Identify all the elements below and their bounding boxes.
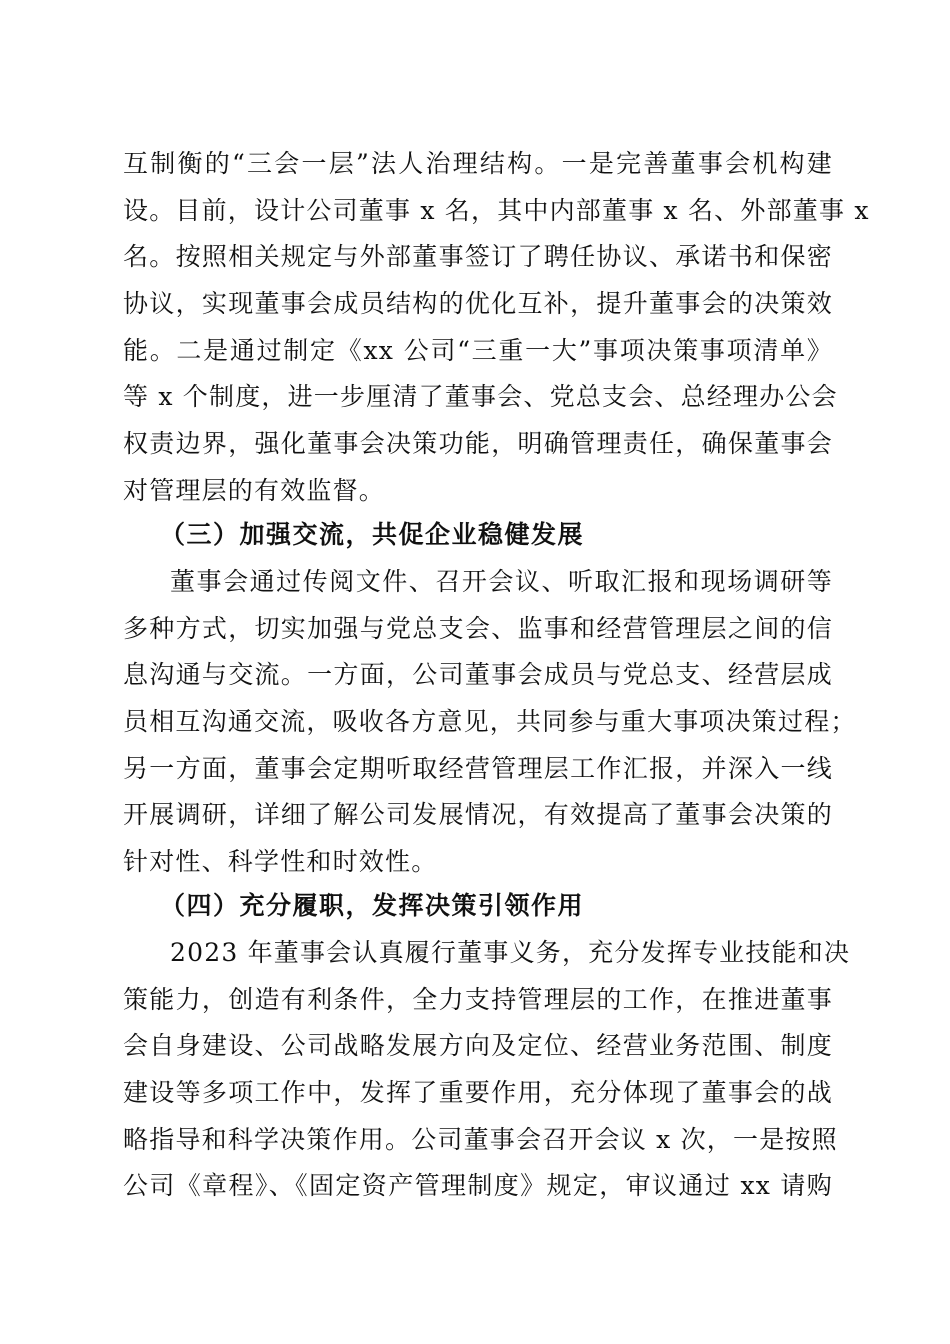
- body-text-line: 另一方面，董事会定期听取经营管理层工作汇报，并深入一线: [123, 754, 833, 783]
- body-text-line: 公司《章程》、《固定资产管理制度》规定，审议通过 xx 请购: [123, 1171, 833, 1200]
- body-text-line: 协议，实现董事会成员结构的优化互补，提升董事会的决策效: [123, 289, 833, 318]
- section-heading-4: （四）充分履职，发挥决策引领作用: [160, 891, 585, 920]
- body-text-line: 能。二是通过制定《xx 公司“三重一大”事项决策事项清单》: [123, 336, 833, 365]
- body-text-line: 策能力，创造有利条件，全力支持管理层的工作，在推进董事: [123, 985, 833, 1014]
- body-text-line: 建设等多项工作中，发挥了重要作用，充分体现了董事会的战: [123, 1078, 833, 1107]
- body-text-line: 息沟通与交流。一方面，公司董事会成员与党总支、经营层成: [123, 660, 833, 689]
- section-heading-3: （三）加强交流，共促企业稳健发展: [160, 520, 585, 549]
- body-text-line: 名。按照相关规定与外部董事签订了聘任协议、承诺书和保密: [123, 242, 833, 271]
- body-text-line: 略指导和科学决策作用。公司董事会召开会议 x 次，一是按照: [123, 1125, 838, 1154]
- body-text-line: 对管理层的有效监督。: [123, 476, 386, 505]
- body-text-line: 互制衡的“三会一层”法人治理结构。一是完善董事会机构建: [123, 149, 833, 178]
- paragraph-first-line: 2023 年董事会认真履行董事义务，充分发挥专业技能和决: [170, 938, 851, 967]
- paragraph-first-line: 董事会通过传阅文件、召开会议、听取汇报和现场调研等: [170, 567, 833, 596]
- body-text-line: 设。目前，设计公司董事 x 名，其中内部董事 x 名、外部董事 x: [123, 196, 870, 225]
- body-text-line: 权责边界，强化董事会决策功能，明确管理责任，确保董事会: [123, 429, 833, 458]
- body-text-line: 等 x 个制度，进一步厘清了董事会、党总支会、总经理办公会: [123, 382, 838, 411]
- body-text-line: 开展调研，详细了解公司发展情况，有效提高了董事会决策的: [123, 800, 833, 829]
- body-text-line: 多种方式，切实加强与党总支会、监事和经营管理层之间的信: [123, 614, 833, 643]
- body-text-line: 会自身建设、公司战略发展方向及定位、经营业务范围、制度: [123, 1031, 833, 1060]
- body-text-line: 针对性、科学性和时效性。: [123, 847, 438, 876]
- body-text-line: 员相互沟通交流，吸收各方意见，共同参与重大事项决策过程；: [123, 707, 857, 736]
